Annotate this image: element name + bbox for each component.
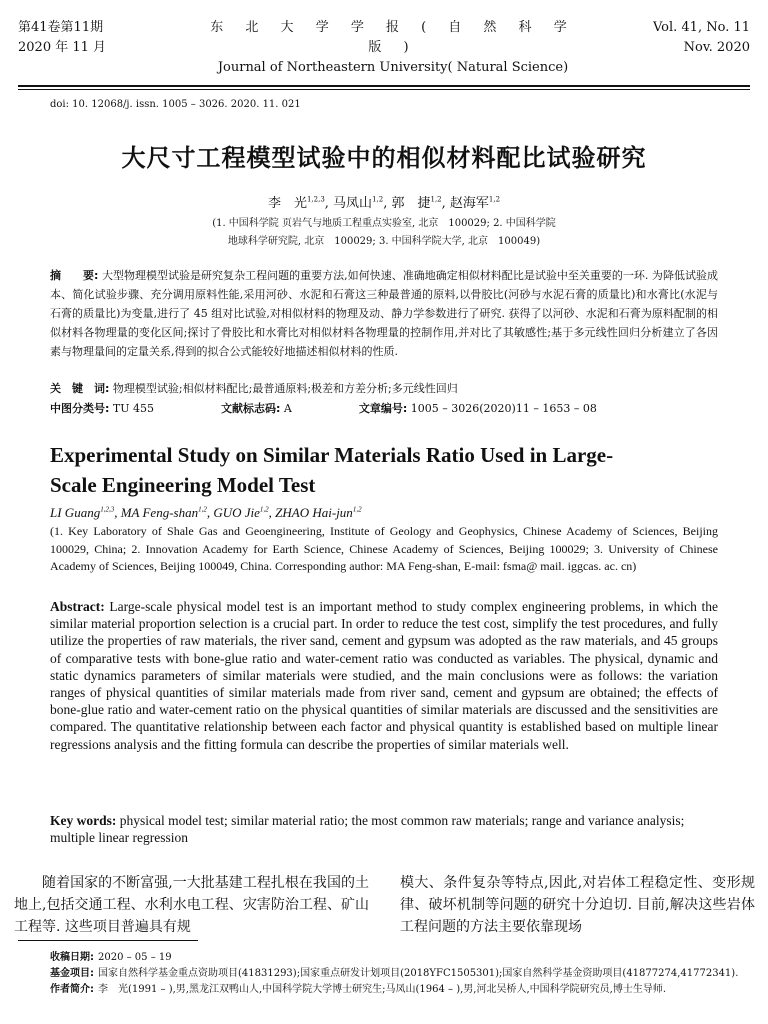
body-column-right	[400, 872, 755, 938]
keywords-label-cn: 关 键 词:	[50, 382, 110, 395]
keywords-label-en: Key words:	[50, 813, 117, 828]
keywords-cn	[50, 380, 718, 396]
abstract-cn	[50, 266, 718, 361]
author-affiliation-marker: 1,2,3	[100, 505, 115, 514]
affiliations-cn	[80, 215, 688, 251]
issue-info-cn	[18, 18, 106, 58]
footnote-text: 2020 – 05 – 19	[98, 952, 172, 963]
author-affiliation-marker: 1,2	[352, 505, 362, 514]
author-name: ZHAO Hai-jun	[275, 505, 353, 520]
author-affiliation-marker: 1,2,3	[306, 195, 325, 204]
doc-code-label: 文献标志码:	[221, 402, 281, 415]
doi[interactable]: doi: 10. 12068/j. issn. 1005 – 3026. 2020. 11. 021	[50, 99, 301, 110]
author-name: 李 光	[267, 196, 307, 211]
header-divider	[18, 85, 750, 90]
authors-en: LI Guang$^{1,2,3}$, MA Feng-shan$^{1,2}$, GUO Jie$^{1,2}$, ZHAO Hai-jun$^{1,2}$	[50, 505, 362, 520]
author-affiliation-marker: 1,2	[430, 195, 442, 204]
clc-value: TU 455	[112, 402, 155, 415]
doc-code-value: A	[283, 402, 292, 415]
footnote-label: 作者简介:	[50, 984, 94, 995]
classification-line	[50, 400, 718, 416]
abstract-en	[50, 598, 718, 753]
affiliations-en: (1. Key Laboratory of Shale Gas and Geoengineering, Institute of Geology and Geophysics, Chinese Academy of Sciences, Beijing 100029, China; 2. Innovation Academy for Earth Science, Chinese Academy of Sciences, Beijing 100029; 3. University of Chinese Academy of Sciences, Beijing 100049, China. Corresponding author: MA Feng-shan, E-mail: fsma@ mail. iggcas. ac. cn)	[50, 524, 718, 573]
abstract-text-cn: 大型物理模型试验是研究复杂工程问题的重要方法,如何快速、准确地确定相似材料配比是试验中至关重要的一环. 为降低试验成本、简化试验步骤、充分调用原料性能,采用河砂、水泥和石膏这三种最普通的原料,以骨胶比(河砂与水泥石膏的质量比)和水膏比(水泥与石膏的质量比)为变量,进行了 45 组对比试验,对相似材料的物理及动、静力学参数进行了研究. 获得了以河砂、水泥和石膏为原料配制的相似材料各物理量的变化区间;探讨了骨胶比和水膏比对相似材料各物理量的控制作用,并对比了其敏感性;基于多元线性回归分析建立了各因素与物理量间的定量关系,得到的拟合公式能较好地描述相似材料的性质.	[50, 269, 718, 358]
article-number-value: 1005 – 3026(2020)11 – 1653 – 08	[410, 402, 597, 415]
journal-name-cn: 东 北 大 学 学 报 ( 自 然 科 学 版 )	[210, 20, 576, 55]
footnote-text: 国家自然科学基金重点资助项目(41831293);国家重点研发计划项目(2018YFC1505301);国家自然科学基金资助项目(41877274,41772341).	[98, 968, 739, 979]
abstract-text-en: Large-scale physical model test is an important method to study complex engineering problems, in which the similar material proportion selection is a crucial part. In order to reduce the test cost, simplify the test procedures, and fully utilize the properties of raw materials, the river sand, cement and gypsum was adopted as the raw materials, and 45 groups of comparative tests with bone-glue ratio and water-cement ratio was conducted as variables. The physical, dynamic and static dynamics parameters of similar materials were studied, and the main conclusions were as follows: the variation ranges of physical quantities of similar materials made from river sand, cement and gypsum are obtained; the effects of bone-glue ratio and water-cement ratio on the physical quantities of similar materials are discussed and the sensitivities are compared. The quantitative relationship between each factor and physical quantity is established based on multiple linear regressions analysis and the fitting formula can describe the properties of similar materials well.	[50, 599, 719, 752]
authors-cn: 李 光$^{1,2,3}$, 马凤山$^{1,2}$, 郭 捷$^{1,2}$, 赵海军$^{1,2}$	[267, 195, 501, 211]
author-affiliation-marker: 1,2	[488, 195, 501, 204]
author-affiliation-marker: 1,2	[259, 505, 269, 514]
abstract-label-cn: 摘 要:	[50, 269, 99, 282]
running-header	[18, 18, 750, 88]
footnote-received	[50, 950, 754, 966]
volume-cn: 第41卷第11期	[18, 20, 104, 35]
author-affiliation-marker: 1,2	[372, 195, 384, 204]
affiliation-line: (1. 中国科学院 页岩气与地质工程重点实验室, 北京 100029; 2. 中国科学院	[212, 218, 556, 229]
author-name: MA Feng-shan	[120, 505, 199, 520]
article-number-label: 文章编号:	[358, 402, 408, 415]
affiliation-line: 地球科学研究院, 北京 100029; 3. 中国科学院大学, 北京 100049)	[227, 236, 541, 247]
journal-name	[193, 18, 593, 78]
volume-en: Vol. 41, No. 11	[652, 20, 750, 35]
title-line: Experimental Study on Similar Materials Ratio Used in Large-	[50, 443, 614, 467]
abstract-label-en: Abstract:	[50, 599, 105, 614]
body-paragraph: 模大、条件复杂等特点,因此,对岩体工程稳定性、变形规律、破坏机制等问题的研究十分迫切. 目前,解决这些岩体工程问题的方法主要依靠现场	[400, 875, 755, 935]
author-name: LI Guang	[50, 505, 101, 520]
author-name: 郭 捷	[391, 196, 431, 211]
date-cn: 2020 年 11 月	[18, 40, 107, 55]
footnote-funding	[50, 966, 754, 982]
title-line: Scale Engineering Model Test	[50, 473, 316, 497]
paper-title-en	[50, 440, 718, 500]
keywords-en	[50, 812, 718, 846]
keywords-text-en: physical model test; similar material ratio; the most common raw materials; range and variance analysis; multiple linear regression	[50, 813, 685, 846]
author-name: 赵海军	[449, 196, 489, 211]
body-paragraph: 随着国家的不断富强,一大批基建工程扎根在我国的土地上,包括交通工程、水利水电工程、灾害防治工程、矿山工程等. 这些项目普遍具有规	[14, 875, 369, 935]
paper-title-cn: 大尺寸工程模型试验中的相似材料配比试验研究	[121, 144, 647, 172]
journal-name-en: Journal of Northeastern University( Natural Science)	[217, 60, 569, 75]
footnotes	[50, 950, 754, 998]
footnote-text: 李 光(1991 – ),男,黑龙江双鸭山人,中国科学院大学博士研究生;马凤山(1964 – ),男,河北吴桥人,中国科学院研究员,博士生导师.	[98, 984, 667, 995]
footnote-label: 基金项目:	[50, 968, 94, 979]
clc-label: 中图分类号:	[50, 402, 110, 415]
date-en: Nov. 2020	[683, 40, 750, 55]
footnote-label: 收稿日期:	[50, 952, 94, 963]
body-column-left	[0, 872, 369, 938]
author-name: GUO Jie	[213, 505, 260, 520]
keywords-text-cn: 物理模型试验;相似材料配比;最普通原料;极差和方差分析;多元线性回归	[112, 382, 458, 395]
issue-info-en	[653, 18, 750, 58]
footnote-divider	[18, 940, 198, 941]
author-name: 马凤山	[333, 196, 373, 211]
author-affiliation-marker: 1,2	[198, 505, 207, 514]
footnote-author-bio	[50, 982, 754, 998]
